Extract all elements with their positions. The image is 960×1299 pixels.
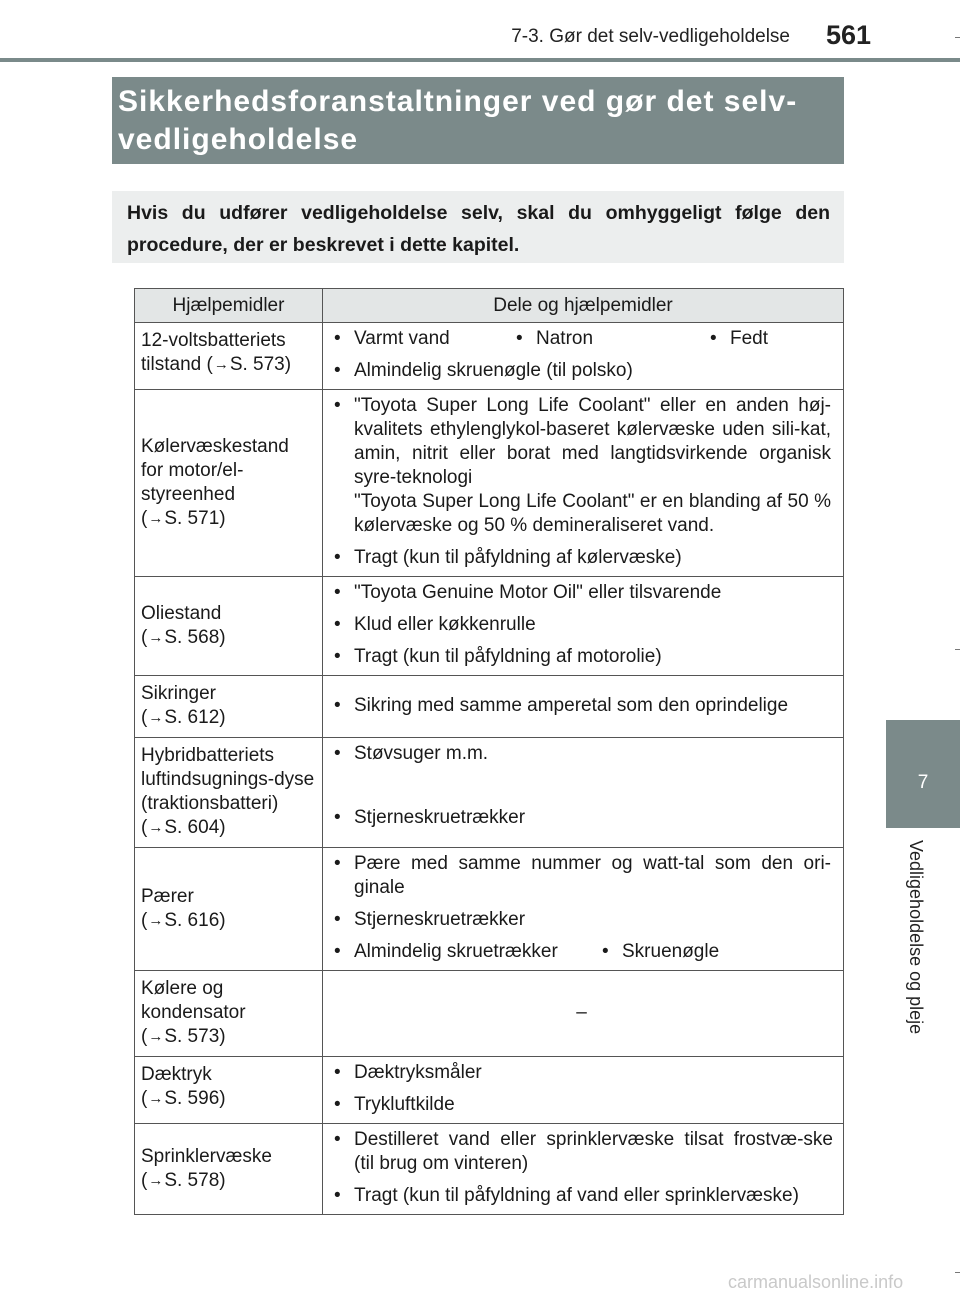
- item-cell: Oliestand (→S. 568): [135, 577, 323, 676]
- list-item: • Natron: [514, 327, 708, 351]
- list-item: • Almindelig skruenøgle (til polsko): [332, 359, 831, 383]
- parts-list: [332, 359, 831, 383]
- title-box: [112, 77, 844, 164]
- page-ref: S. 568): [164, 626, 226, 648]
- item-cell: Pærer (→S. 616): [135, 848, 323, 971]
- page-number: 561: [826, 20, 872, 50]
- parts-cell: [323, 1124, 844, 1215]
- table-row: [135, 738, 844, 848]
- crop-mark: [955, 37, 960, 38]
- item-label: Kølere og kondensator: [141, 978, 246, 1023]
- table-header-row: [135, 289, 844, 323]
- list-item-note: "Toyota Super Long Life Coolant" er en blanding af 50 % kølervæske og 50 % demineraliseret vand.: [354, 491, 831, 536]
- chapter-label: Vedligeholdelse og pleje: [906, 840, 926, 1035]
- item-cell: Kølere og kondensator (→S. 573): [135, 971, 323, 1057]
- table-row: [135, 676, 844, 738]
- list-item: • Sikring med samme amperetal som den oprindelige: [332, 694, 831, 718]
- item-cell: Dæktryk (→S. 596): [135, 1057, 323, 1124]
- item-cell: Kølervæskestand for motor/el-styreenhed (→S. 571): [135, 390, 323, 577]
- parts-cell: [323, 323, 844, 390]
- table-row: [135, 1124, 844, 1215]
- list-item: • Dæktryksmåler: [332, 1061, 831, 1085]
- column-header: Dele og hjælpemidler: [323, 289, 844, 323]
- parts-cell: [323, 577, 844, 676]
- header-rule: [0, 58, 960, 62]
- list-item-text: "Toyota Super Long Life Coolant" eller en anden høj-kvalitets ethylenglykol-baseret kølervæske uden sili-kat, amin, nitrit eller borat med langtidsvirkende organisk syre-teknologi: [354, 395, 831, 488]
- arrow-icon: →: [148, 628, 164, 646]
- page-ref: S. 604): [164, 817, 226, 838]
- page-title: Sikkerhedsforanstaltninger ved gør det selv-vedligeholdelse: [118, 85, 798, 156]
- list-item: • Stjerneskruetrækker: [332, 806, 831, 830]
- maintenance-table: [134, 288, 844, 1215]
- parts-list: [332, 694, 831, 718]
- list-item: • Fedt: [708, 327, 768, 351]
- item-label: Sprinklervæske: [141, 1145, 272, 1167]
- page-ref: S. 578): [164, 1169, 226, 1191]
- item-cell: Sprinklervæske (→S. 578): [135, 1124, 323, 1215]
- page-ref: S. 573): [229, 354, 292, 375]
- item-label: Kølervæskestand for motor/el-styreenhed: [141, 435, 289, 505]
- item-label: Dæktryk: [141, 1064, 212, 1085]
- list-item: • Pære med samme nummer og watt-tal som den ori-ginale: [332, 852, 831, 900]
- item-label: Pærer: [141, 885, 194, 907]
- arrow-icon: →: [148, 911, 164, 929]
- table-row: [135, 323, 844, 390]
- arrow-icon: →: [148, 819, 164, 836]
- arrow-icon: →: [148, 709, 164, 726]
- table-row: [135, 848, 844, 971]
- item-cell: [135, 323, 323, 390]
- parts-list: [332, 394, 831, 570]
- parts-list: [332, 1061, 831, 1117]
- table-row: [135, 577, 844, 676]
- list-item: • Varmt vand: [332, 327, 514, 351]
- list-item: • Tragt (kun til påfyldning af kølervæske): [332, 546, 831, 570]
- item-label: Hybridbatteriets luftindsugnings-dyse (traktionsbatteri): [141, 745, 315, 814]
- list-item: • Klud eller køkkenrulle: [332, 613, 831, 637]
- parts-cell: [323, 676, 844, 738]
- page-ref: S. 616): [164, 909, 226, 931]
- watermark: carmanualsonline.info: [728, 1272, 904, 1292]
- crop-mark: [955, 1272, 960, 1273]
- page-ref: S. 612): [164, 707, 226, 728]
- parts-list: [332, 742, 831, 830]
- intro-text: Hvis du udfører vedligeholdelse selv, skal du omhyggeligt følge den procedure, der er beskrevet i dette kapitel.: [127, 202, 830, 256]
- parts-cell: [323, 971, 844, 1057]
- inline-bullets: [332, 327, 831, 351]
- parts-cell: [323, 738, 844, 848]
- arrow-icon: →: [148, 1090, 164, 1107]
- list-item: • Destilleret vand eller sprinklervæske tilsat frostvæ-ske (til brug om vinteren): [332, 1128, 833, 1176]
- list-item: • Tragt (kun til påfyldning af vand eller sprinklervæske): [332, 1184, 833, 1208]
- chapter-number: 7: [917, 772, 929, 793]
- section-title: 7-3. Gør det selv-vedligeholdelse: [511, 26, 790, 47]
- list-item: • "Toyota Genuine Motor Oil" eller tilsvarende: [332, 581, 831, 605]
- list-item: • Almindelig skruetrækker: [332, 940, 600, 964]
- intro-box: [112, 191, 844, 263]
- arrow-icon: →: [148, 509, 164, 527]
- table-row: [135, 1057, 844, 1124]
- item-cell: Sikringer (→S. 612): [135, 676, 323, 738]
- item-label: 12-voltsbatteriets tilstand (: [141, 330, 286, 375]
- list-item: [332, 394, 831, 538]
- page-ref: S. 573): [164, 1026, 226, 1047]
- arrow-icon: →: [148, 1028, 164, 1045]
- list-item: • Trykluftkilde: [332, 1093, 831, 1117]
- chapter-tab: [886, 720, 960, 828]
- page-ref: S. 596): [164, 1088, 226, 1109]
- parts-cell: [323, 1057, 844, 1124]
- empty-dash: –: [576, 1001, 587, 1023]
- list-item: • Tragt (kun til påfyldning af motorolie): [332, 645, 831, 669]
- list-item: • Støvsuger m.m.: [332, 742, 831, 766]
- parts-cell: [323, 848, 844, 971]
- parts-list: [332, 1128, 833, 1208]
- crop-mark: [955, 649, 960, 650]
- page-ref: S. 571): [164, 507, 226, 529]
- table-row: [135, 971, 844, 1057]
- parts-cell: [323, 390, 844, 577]
- column-header: Hjælpemidler: [135, 289, 323, 323]
- list-item: • Skruenøgle: [600, 940, 719, 964]
- arrow-icon: →: [213, 356, 229, 373]
- item-label: Oliestand: [141, 602, 222, 624]
- item-cell: Hybridbatteriets luftindsugnings-dyse (traktionsbatteri) (→S. 604): [135, 738, 323, 848]
- list-item: • Stjerneskruetrækker: [332, 908, 831, 932]
- item-label: Sikringer: [141, 683, 216, 704]
- table-row: [135, 390, 844, 577]
- inline-bullets: [332, 940, 831, 964]
- arrow-icon: →: [148, 1171, 164, 1189]
- parts-list: [332, 852, 831, 932]
- parts-list: [332, 581, 831, 669]
